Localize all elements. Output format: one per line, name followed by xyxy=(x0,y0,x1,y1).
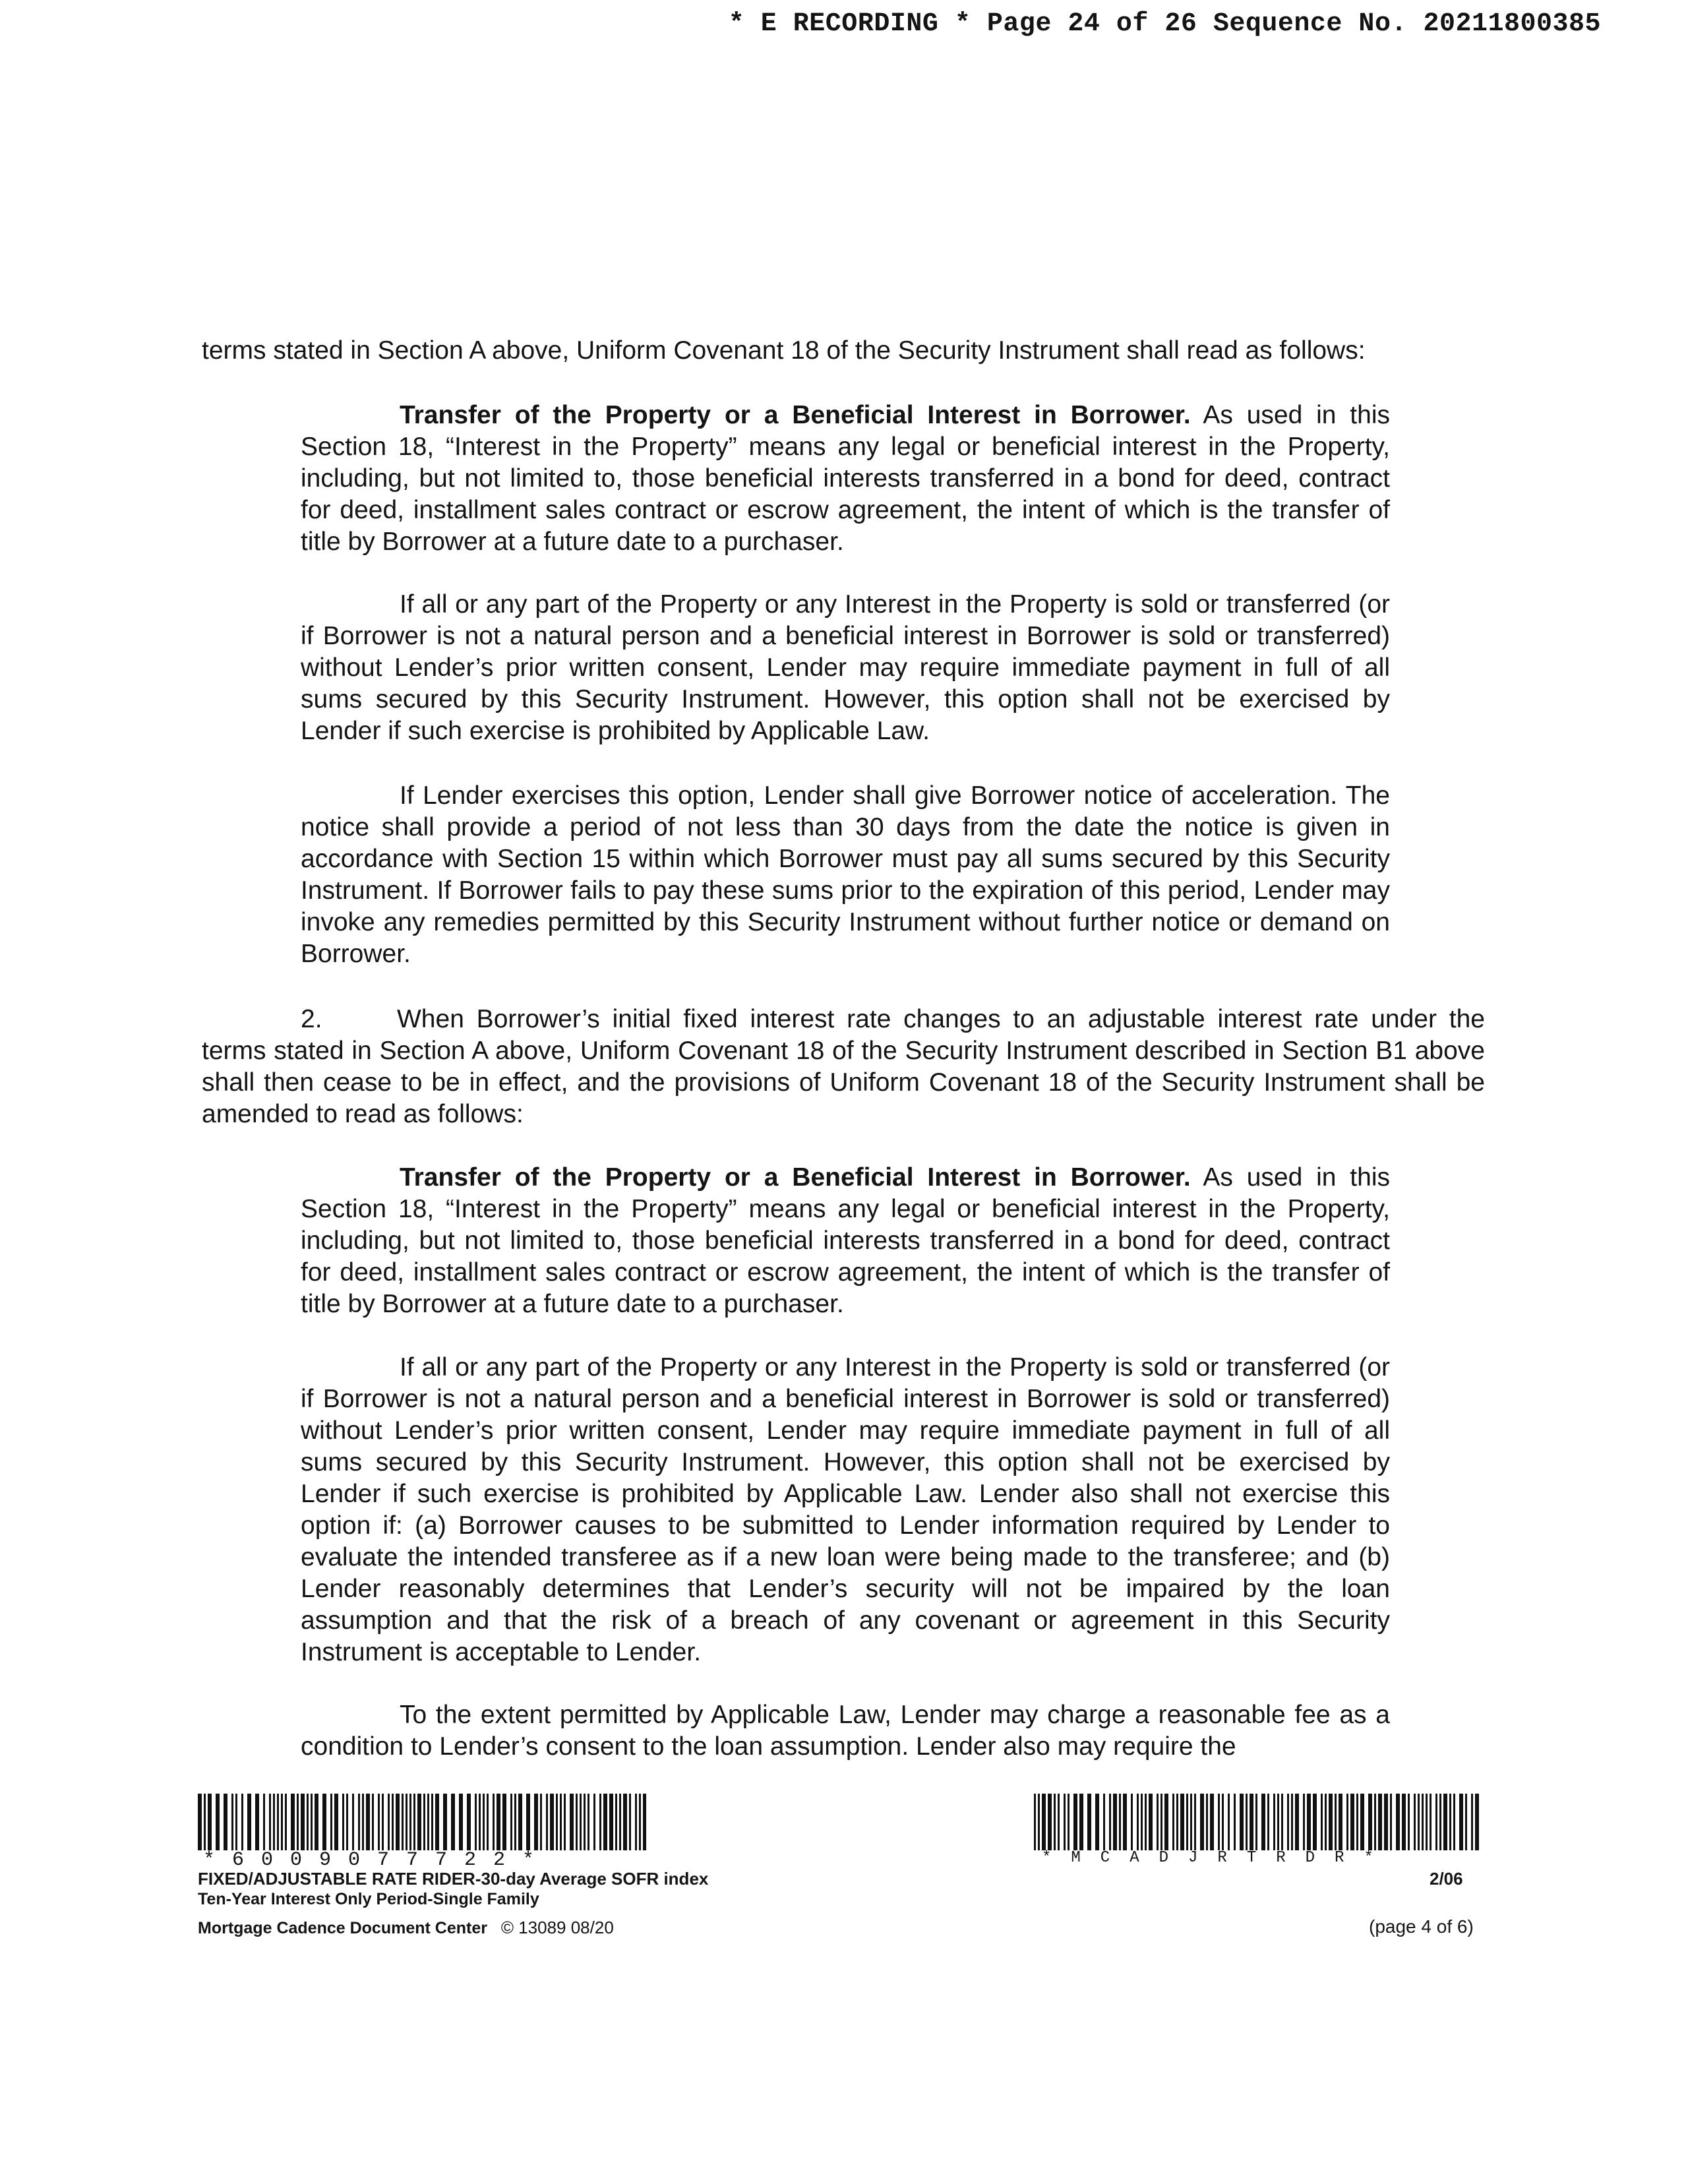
form-title: FIXED/ADJUSTABLE RATE RIDER-30-day Average SOFR index xyxy=(198,1869,709,1889)
section2-paragraph-2 xyxy=(301,1352,1390,1668)
item-2-text: When Borrower’s initial fixed interest rate changes to an adjustable interest rate under the terms stated in Section A above, Uniform Covenant 18 of the Security Instrument described in Section B1 above shall then cease to be in effect, and the provisions of Uniform Covenant 18 of the Security Instrument shall be amended to read as follows: xyxy=(202,1005,1485,1128)
form-footer-line xyxy=(198,1918,614,1938)
barcode-right-text: *MCADJRTRDR* xyxy=(1042,1849,1393,1867)
item-2-paragraph xyxy=(202,1004,1485,1130)
barcode-bar xyxy=(1479,1794,1481,1850)
section1-paragraph-3-text: If Lender exercises this option, Lender shall give Borrower notice of acceleration. The notice shall provide a period of not less than 30 days from the date the notice is given in accordance with Section 15 within which Borrower must pay all sums secured by this Security Instrument. If Borrower fails to pay these sums prior to the expiration of this period, Lender may invoke any remedies permitted by this Security Instrument without further notice or demand on Borrower. xyxy=(301,781,1390,968)
section2-heading: Transfer of the Property or a Beneficial Interest in Borrower. xyxy=(400,1163,1191,1192)
section1-paragraph-1-text: As used in this Section 18, “Interest in the Property” means any legal or beneficial interest in the Property, including, but not limited to, those beneficial interests transferred in a bond for deed, contract for deed, installment sales contract or escrow agreement, the intent of which is the transfer of title by Borrower at a future date to a purchaser. xyxy=(301,401,1390,556)
section1-paragraph-1 xyxy=(301,400,1390,558)
section2-paragraph-1 xyxy=(301,1162,1390,1320)
section2-paragraph-2-text: If all or any part of the Property or any Interest in the Property is sold or transferred (or if Borrower is not a natural person and a beneficial interest in Borrower is sold or transferred) without Lender’s prior written consent, Lender may require immediate payment in full of all sums secured by this Security Instrument. However, this option shall not be exercised by Lender if such exercise is prohibited by Applicable Law. Lender also shall not exercise this option if: (a) Borrower causes to be submitted to Lender information required by Lender to evaluate the intended transferee as if a new loan were being made to the transferee; and (b) Lender reasonably determines that Lender’s security will not be impaired by the loan assumption and that the risk of a breach of any covenant or agreement in this Security Instrument is acceptable to Lender. xyxy=(301,1353,1390,1666)
item-2-number: 2. xyxy=(301,1005,322,1033)
lead-paragraph: terms stated in Section A above, Uniform Covenant 18 of the Security Instrument shall read as follows: xyxy=(202,336,1366,365)
section1-heading: Transfer of the Property or a Beneficial Interest in Borrower. xyxy=(400,401,1191,429)
recording-header: * E RECORDING * Page 24 of 26 Sequence No. 20211800385 xyxy=(728,9,1601,39)
section2-paragraph-1-text: As used in this Section 18, “Interest in the Property” means any legal or beneficial interest in the Property, including, but not limited to, those beneficial interests transferred in a bond for deed, contract for deed, installment sales contract or escrow agreement, the intent of which is the transfer of title by Borrower at a future date to a purchaser. xyxy=(301,1163,1390,1318)
section2-paragraph-3-text: To the extent permitted by Applicable Law, Lender may charge a reasonable fee as a condition to Lender’s consent to the loan assumption. Lender also may require the xyxy=(301,1701,1390,1761)
barcode-right xyxy=(1034,1794,1482,1850)
form-subtitle: Ten-Year Interest Only Period-Single Family xyxy=(198,1890,539,1908)
section1-paragraph-3 xyxy=(301,780,1390,970)
section1-paragraph-2 xyxy=(301,589,1390,747)
form-number: © 13089 08/20 xyxy=(500,1918,614,1937)
section1-paragraph-2-text: If all or any part of the Property or any Interest in the Property is sold or transferred (or if Borrower is not a natural person and a beneficial interest in Borrower is sold or transferred) without Lender’s prior written consent, Lender may require immediate payment in full of all sums secured by this Security Instrument. However, this option shall not be exercised by Lender if such exercise is prohibited by Applicable Law. xyxy=(301,590,1390,745)
revision-code: 2/06 xyxy=(1430,1869,1463,1889)
barcode-bar xyxy=(643,1794,646,1850)
doc-center-label: Mortgage Cadence Document Center xyxy=(198,1919,487,1937)
barcode-left xyxy=(198,1794,646,1850)
section2-paragraph-3 xyxy=(301,1699,1390,1763)
page-number: (page 4 of 6) xyxy=(1369,1916,1474,1937)
barcode-left-text: *6009077722* xyxy=(203,1849,552,1871)
